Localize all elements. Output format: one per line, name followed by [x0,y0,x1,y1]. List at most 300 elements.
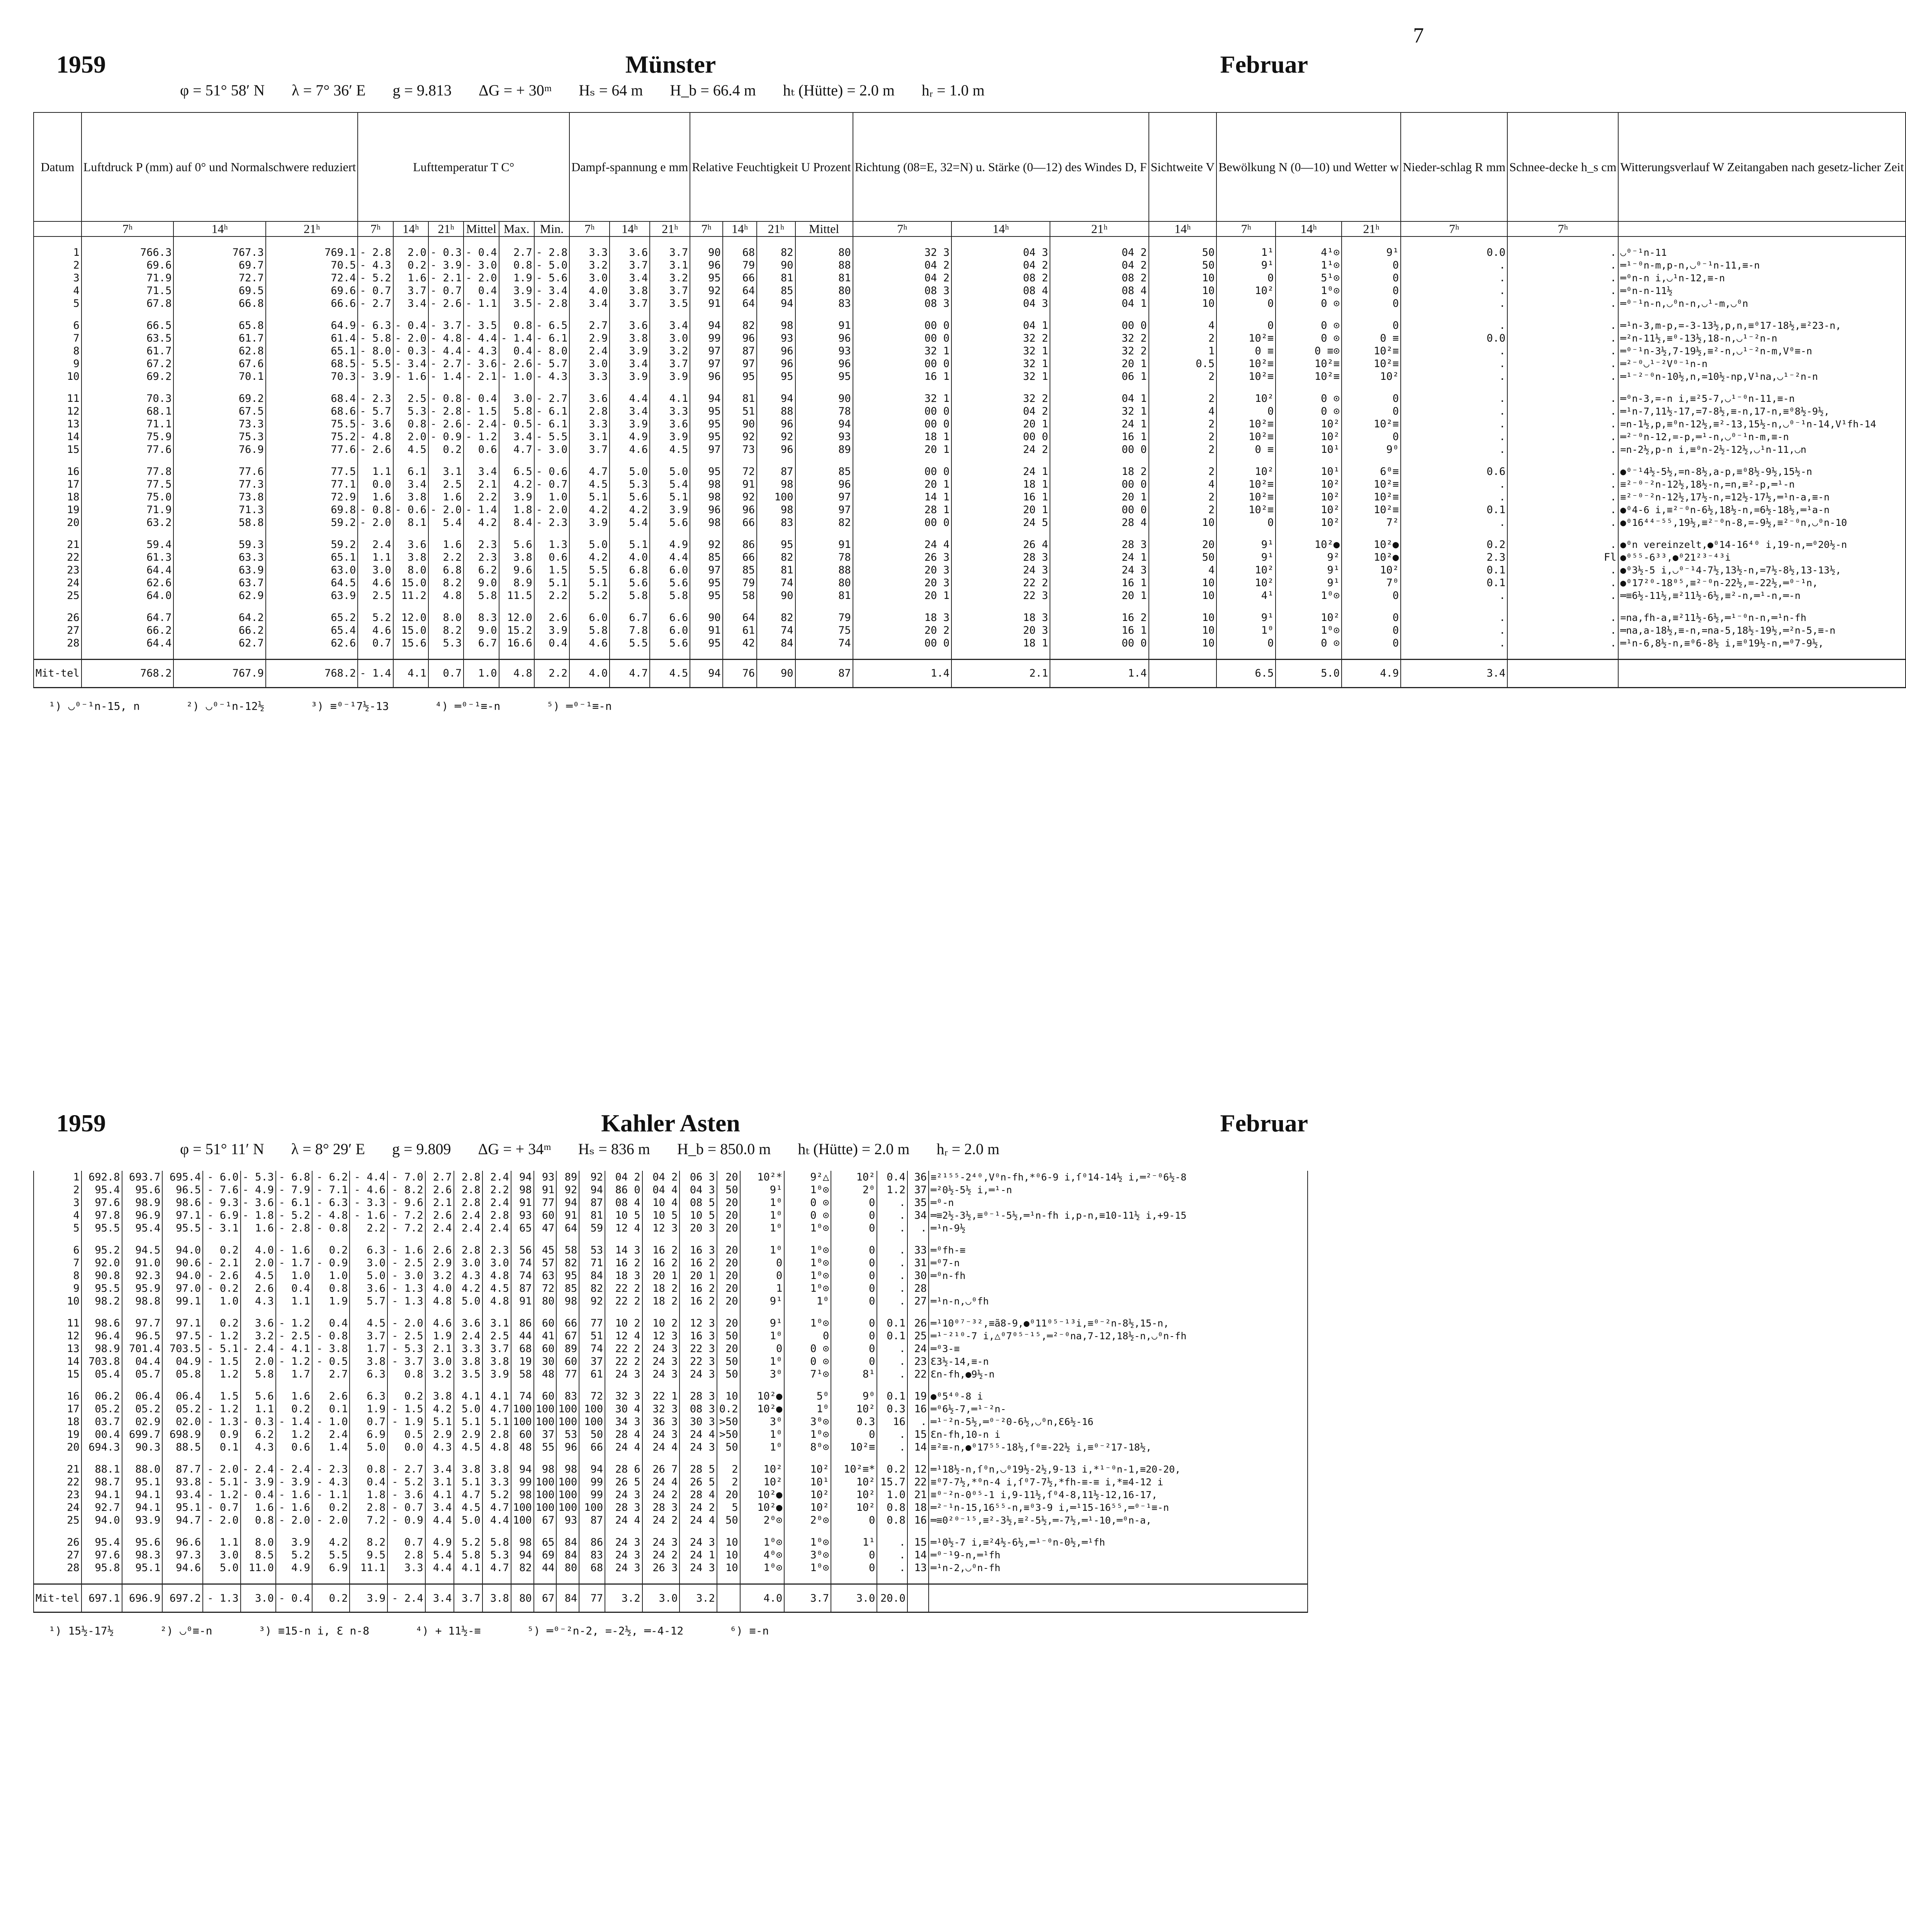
header-visibility: Sichtweite V [1149,112,1217,221]
table-cell: 5.4 [610,516,650,529]
spacer-cell [951,650,1050,660]
subheader-cell: 21ʰ [757,221,795,236]
spacer-cell [579,1235,605,1244]
table-cell: 0.4 [877,1171,907,1184]
table-cell: 62.6 [266,637,358,650]
table-cell: 82 [723,319,757,332]
table-cell: 0.1 [312,1403,350,1415]
spacer-row [34,383,1906,392]
table-cell: 3.2 [605,1584,642,1612]
table-cell: Ɛn-fh,●9½-n [929,1368,1308,1381]
table-row [34,1415,1308,1428]
table-cell: 6.0 [569,611,610,624]
table-cell: 87.7 [162,1463,203,1476]
table-cell: 6.9 [312,1561,350,1574]
table-cell: 2 [1149,443,1217,456]
spacer-cell [680,1235,717,1244]
table-cell: - 4.9 [241,1184,276,1196]
table-cell: 04 2 [951,259,1050,272]
table-cell: 4.2 [499,478,534,491]
table-cell: 94.1 [122,1501,163,1514]
table-cell: 98 [690,478,723,491]
table-cell: 0.2 [1401,538,1507,551]
table-cell: 1⁰ [784,1295,831,1308]
spacer-cell [454,1527,482,1536]
spacer-cell [605,1454,642,1463]
footnote: ¹) 15½-17½ [49,1624,114,1637]
table-cell: 28 6 [605,1463,642,1476]
spacer-cell [610,310,650,319]
table-cell: 2.6 [534,611,569,624]
table-cell: 10²≡ [1216,503,1276,516]
table-cell: 26 3 [853,551,951,564]
table-cell: 0.4 [312,1317,350,1330]
table-cell: 6.3 [350,1368,387,1381]
spacer-cell [784,1381,831,1390]
table-cell: 4.2 [312,1536,350,1549]
table-cell: . [1507,284,1618,297]
table-cell: - 0.9 [428,430,464,443]
table-cell: 97.8 [82,1209,122,1222]
spacer-cell [877,1381,907,1390]
table-cell: 2.2 [534,659,569,687]
table-cell: - 0.8 [312,1330,350,1342]
table-cell: - 4.3 [358,259,393,272]
table-cell: 2.6 [312,1390,350,1403]
table-cell: 90.6 [162,1257,203,1269]
subheader-cell: 14ʰ [951,221,1050,236]
table-cell: 3.9 [499,491,534,503]
spacer-cell [358,456,393,465]
spacer-cell [1276,310,1342,319]
table-cell: 694.3 [82,1441,122,1454]
table-cell: 5.5 [569,564,610,577]
table-row [34,465,1906,478]
spacer-cell [1507,456,1618,465]
table-cell: 88 [795,259,853,272]
table-cell: 98 [690,516,723,529]
table-cell: 23 [907,1355,929,1368]
table-cell: 75.3 [173,430,266,443]
spacer-cell [1050,383,1148,392]
table-cell: 4.7 [499,443,534,456]
barometer-height: H_b = 66.4 m [670,82,756,99]
table-cell: 3.0 [482,1257,511,1269]
table-cell: - 2.4 [241,1463,276,1476]
table-cell: 3.2 [650,345,690,357]
table-cell: 05.2 [162,1403,203,1415]
table-cell: 33 [907,1244,929,1257]
table-cell: 72.9 [266,491,358,503]
month: Februar [1220,1109,1308,1137]
table-cell: 95 [690,589,723,602]
table-cell: - 2.0 [312,1514,350,1527]
table-cell: 14 [907,1549,929,1561]
header-humidity: Relative Feuchtigkeit U Prozent [690,112,853,221]
spacer-row [34,1527,1308,1536]
table-cell: . [1507,503,1618,516]
spacer-cell [276,1454,312,1463]
table-cell: 3.0 [650,332,690,345]
spacer-cell [569,602,610,611]
table-cell: 24 2 [680,1501,717,1514]
table-cell: 15.2 [499,624,534,637]
subheader-cell: 7ʰ [569,221,610,236]
table-cell: 25 [907,1330,929,1342]
table-cell: 97.3 [162,1549,203,1561]
table-cell: 24 4 [680,1428,717,1441]
table-row [34,443,1906,456]
table-cell: 3.7 [393,284,428,297]
header-wind: Richtung (08=E, 32=N) u. Stärke (0—12) des Windes D, F [853,112,1149,221]
table-cell: 12.0 [393,611,428,624]
spacer-cell [605,1381,642,1390]
table-cell: 0.1 [1401,564,1507,577]
table-cell: 68.4 [266,392,358,405]
table-row [34,1549,1308,1561]
spacer-cell [1050,529,1148,538]
table-cell: 69.8 [266,503,358,516]
station-coordinates [180,81,1008,99]
header-weather: Witterungsverlauf W Zeitangaben nach gesetz-licher Zeit [1618,112,1906,221]
spacer-cell [610,456,650,465]
table-cell: 0.0 [387,1441,425,1454]
table-cell: 1⁰⊙ [1276,284,1342,297]
table-row [34,392,1906,405]
table-cell: 37 [907,1184,929,1196]
table-cell: 3.7 [350,1330,387,1342]
spacer-cell [1401,310,1507,319]
table-cell: 1⁰ [740,1222,785,1235]
table-cell: 24 1 [680,1549,717,1561]
spacer-cell [358,236,393,246]
table-cell: 4.6 [610,443,650,456]
table-cell: 74 [511,1257,534,1269]
subheader-cell: 7ʰ [1401,221,1507,236]
table-cell: - 7.2 [387,1209,425,1222]
table-cell: - 2.6 [358,443,393,456]
table-cell: 9² [1276,551,1342,564]
table-cell: 4.0 [610,551,650,564]
table-cell: 95 [723,370,757,383]
table-cell: 16 1 [1050,577,1148,589]
table-cell: 70.5 [266,259,358,272]
spacer-cell [951,236,1050,246]
table-cell: 1.4 [1050,659,1148,687]
spacer-cell [579,1381,605,1390]
spacer-cell [534,456,569,465]
table-cell: 10 2 [605,1317,642,1330]
table-cell: 4.5 [569,478,610,491]
table-cell: . [1401,284,1507,297]
table-cell: ═⁰3-≡ [929,1342,1308,1355]
table-cell: 0 [831,1269,877,1282]
table-cell: 64.0 [82,589,174,602]
table-cell: 35 [907,1196,929,1209]
table-cell: 5.5 [312,1549,350,1561]
table-cell: 3.0 [499,392,534,405]
table-cell: 12 4 [605,1222,642,1235]
table-cell: 5.1 [650,491,690,503]
spacer-cell [82,1308,122,1317]
spacer-cell [266,383,358,392]
spacer-cell [266,310,358,319]
table-cell: ═¹n-2,◡⁰n-fh [929,1561,1308,1574]
table-cell: 1¹ [831,1536,877,1549]
table-cell: - 1.0 [499,370,534,383]
spacer-cell [831,1454,877,1463]
table-cell: 10² [1276,478,1342,491]
table-cell: 1⁰⊙ [784,1282,831,1295]
table-row [34,1428,1308,1441]
table-cell: 6⁰≡ [1342,465,1401,478]
table-cell: 0.8 [877,1501,907,1514]
table-cell: 1¹ [1216,246,1276,259]
table-cell: 94 [511,1463,534,1476]
table-cell: - 3.9 [241,1476,276,1488]
table-cell: 21 [34,1463,82,1476]
table-cell: - 0.6 [393,503,428,516]
table-cell: 04 1 [1050,297,1148,310]
table-cell: 10²≡ [1342,418,1401,430]
table-cell: 10²≡ [1342,478,1401,491]
table-cell: 2.1 [464,478,499,491]
table-cell: 2⁰ [831,1184,877,1196]
table-cell: 4.2 [425,1403,454,1415]
table-cell: 16 [34,1390,82,1403]
table-cell: 4.2 [610,503,650,516]
table-cell: 04 1 [951,319,1050,332]
station-coordinates [180,1140,1023,1158]
table-cell: 10²≡ [1342,345,1401,357]
table-cell: 3.6 [569,392,610,405]
table-cell: - 5.3 [241,1171,276,1184]
table-cell: - 4.8 [312,1209,350,1222]
table-cell: 06.4 [122,1390,163,1403]
spacer-cell [1342,236,1401,246]
latitude: φ = 51° 11′ N [180,1140,264,1158]
table-cell: - 5.5 [358,357,393,370]
table-cell: . [1507,332,1618,345]
table-cell: 36 3 [642,1415,680,1428]
spacer-cell [1342,310,1401,319]
spacer-cell [464,310,499,319]
table-cell: - 2.8 [534,246,569,259]
table-cell: 2.8 [454,1244,482,1257]
table-cell: 85 [556,1282,579,1295]
table-cell: 9.6 [499,564,534,577]
table-cell: 05.4 [82,1368,122,1381]
table-cell: 28 3 [951,551,1050,564]
table-cell: - 6.3 [312,1196,350,1209]
table-cell: 22 [34,551,82,564]
table-cell: 3.9 [610,345,650,357]
table-cell: 22 1 [642,1390,680,1403]
table-cell: 20 [717,1196,740,1209]
table-cell: ═⁰7-n [929,1257,1308,1269]
table-cell: 18 1 [951,478,1050,491]
table-cell: . [877,1549,907,1561]
table-cell: 4.7 [569,465,610,478]
subheader-cell: 21ʰ [428,221,464,236]
spacer-cell [556,1574,579,1584]
table-cell: 26 [907,1317,929,1330]
table-cell: 20 [717,1209,740,1222]
table-cell: 22 [907,1476,929,1488]
table-cell: 5.1 [569,491,610,503]
table-cell: ≡²⁻⁰⁻²n-12½,18½-n,=n,≡²-p,═¹-n [1618,478,1906,491]
hut-height: hₜ (Hütte) = 2.0 m [798,1140,910,1158]
spacer-cell [34,1308,82,1317]
table-cell: 0.4 [464,284,499,297]
table-row [34,1196,1308,1209]
spacer-cell [605,1308,642,1317]
table-cell: 1⁰ [740,1441,785,1454]
table-row [34,589,1906,602]
table-cell: 19 [34,1428,82,1441]
table-cell: 66 [723,516,757,529]
table-cell: 4.1 [454,1561,482,1574]
header-temperature: Lufttemperatur T C° [358,112,569,221]
table-cell: 10² [784,1463,831,1476]
table-cell: 10¹ [1276,465,1342,478]
spacer-cell [1507,602,1618,611]
table-cell: 67 [534,1514,557,1527]
table-cell: - 4.1 [276,1342,312,1355]
table-cell: 0 [831,1514,877,1527]
table-cell: 96 [757,418,795,430]
table-cell: 64.7 [82,611,174,624]
table-cell: 06.2 [82,1390,122,1403]
table-cell: Mit-tel [34,1584,82,1612]
spacer-cell [650,529,690,538]
table-cell: 2 [34,1184,82,1196]
table-cell: 5.1 [425,1415,454,1428]
table-cell: - 2.0 [387,1317,425,1330]
table-cell: 24 3 [605,1561,642,1574]
table-cell: 22 2 [605,1342,642,1355]
table-cell: 95.2 [82,1244,122,1257]
table-cell: 84 [556,1536,579,1549]
table-cell: . [1507,297,1618,310]
table-cell: - 1.6 [276,1244,312,1257]
table-cell: 4.8 [482,1295,511,1308]
table-cell: 83 [795,297,853,310]
table-cell: 1⁰⊙ [784,1269,831,1282]
table-cell: 32 3 [642,1403,680,1415]
table-cell: 10² [831,1171,877,1184]
table-cell: 4.4 [425,1514,454,1527]
table-cell: 10 [1149,516,1217,529]
table-cell: 3.7 [650,246,690,259]
table-cell: - 1.6 [276,1488,312,1501]
table-cell: - 5.1 [203,1342,241,1355]
table-cell: . [1401,345,1507,357]
table-cell: 23 [34,1488,82,1501]
table-cell: 4.4 [610,392,650,405]
table-cell: 58 [511,1368,534,1381]
table-cell: 92 [723,491,757,503]
spacer-cell [276,1235,312,1244]
table-cell: 5.8 [569,624,610,637]
table-cell: - 2.0 [464,272,499,284]
table-cell: 5.1 [482,1415,511,1428]
table-cell: 11.2 [393,589,428,602]
table-cell: 75.0 [82,491,174,503]
section-header [33,1105,1308,1158]
table-cell: 10²● [740,1488,785,1501]
table-cell: 6.7 [464,637,499,650]
table-cell: 97.1 [162,1209,203,1222]
table-row [34,624,1906,637]
table-cell: 94 [690,392,723,405]
table-cell: 0.6 [276,1441,312,1454]
table-cell: 20 1 [680,1269,717,1282]
table-cell: 1.6 [276,1390,312,1403]
spacer-cell [1149,650,1217,660]
table-cell: 96.6 [162,1536,203,1549]
table-cell: 32 2 [1050,332,1148,345]
table-cell: 26 7 [642,1463,680,1476]
table-cell: 04 2 [1050,246,1148,259]
subheader-cell: 7ʰ [1216,221,1276,236]
table-cell: 71.9 [82,503,174,516]
table-cell: 96.4 [82,1330,122,1342]
section-muenster [33,46,1904,713]
spacer-cell [276,1527,312,1536]
table-cell: 100 [556,1488,579,1501]
table-cell: - 3.9 [428,259,464,272]
table-cell: 2 [1149,370,1217,383]
table-cell: =n-2½,p-n i,≡⁰n-2½-12½,◡¹n-11,◡n [1618,443,1906,456]
table-cell: 98.6 [82,1317,122,1330]
table-cell: 10²≡ [1216,478,1276,491]
table-cell: 18 1 [951,637,1050,650]
table-cell: 0 [1342,430,1401,443]
table-cell: . [1507,405,1618,418]
spacer-cell [393,310,428,319]
table-cell: 4.5 [650,443,690,456]
table-cell: 1⁰ [740,1209,785,1222]
table-cell: 3.3 [569,370,610,383]
table-cell: - 0.7 [534,478,569,491]
table-cell: ●⁰n vereinzelt,●⁰14-16⁴⁰ i,19-n,═⁰20½-n [1618,538,1906,551]
table-row [34,1342,1308,1355]
table-cell: 24 [34,1501,82,1514]
table-cell: 65 [511,1222,534,1235]
table-cell: 0.2 [312,1244,350,1257]
footnotes [33,700,1308,713]
spacer-cell [312,1235,350,1244]
spacer-cell [740,1527,785,1536]
table-cell: - 7.0 [387,1171,425,1184]
table-cell: ●⁰17²⁰-18⁰⁵,≡²⁻⁰n-22½,=-22½,═⁰⁻¹n, [1618,577,1906,589]
subheader-cell: 7ʰ [690,221,723,236]
table-cell: 5.6 [650,637,690,650]
spacer-cell [1618,650,1906,660]
table-cell: 96.5 [122,1330,163,1342]
table-cell: 20 [717,1222,740,1235]
spacer-cell [82,602,174,611]
table-cell: 10²≡ [1216,332,1276,345]
hut-height: hₜ (Hütte) = 2.0 m [783,82,895,99]
table-cell: 100 [534,1488,557,1501]
table-cell: 32 3 [853,246,951,259]
table-cell: - 2.4 [276,1463,312,1476]
table-cell: 3.6 [454,1317,482,1330]
table-cell: 4.9 [650,538,690,551]
table-row [34,418,1906,430]
